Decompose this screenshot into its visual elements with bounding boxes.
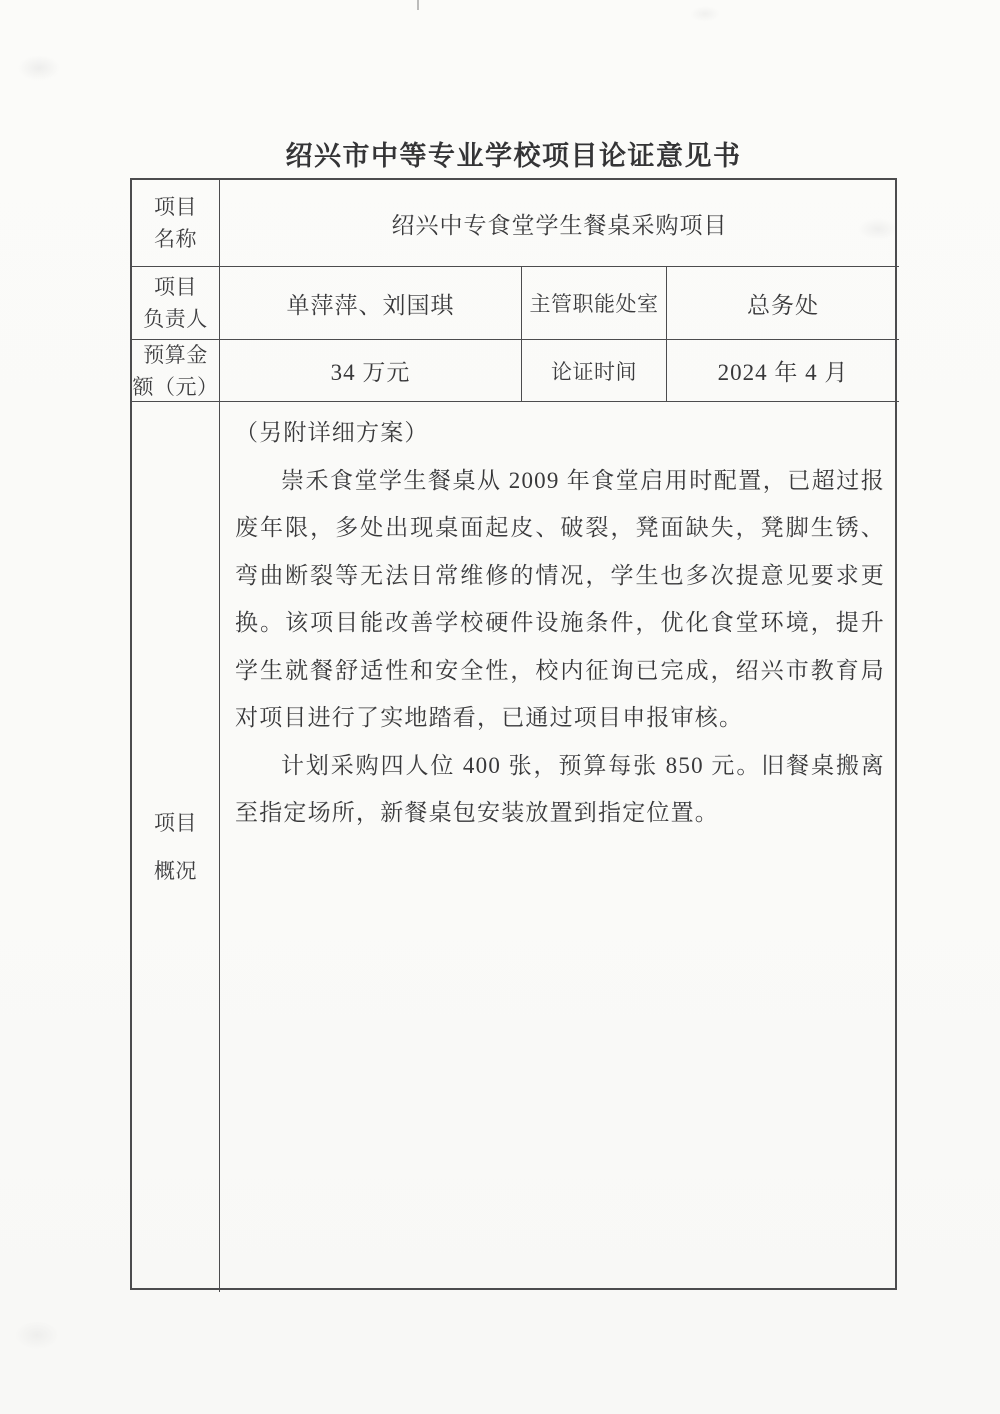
overview-paragraph-2: 计划采购四人位 400 张，预算每张 850 元。旧餐桌搬离至指定场所，新餐桌包安装放置到指定位置。 [235, 752, 885, 825]
budget-label-line1: 预算金 [143, 342, 208, 367]
leader-label [132, 267, 220, 340]
budget-label [132, 340, 220, 402]
project-name-label-line2: 名称 [154, 227, 197, 251]
project-name-label [132, 180, 220, 267]
dept-value: 总务处 [667, 267, 899, 340]
overview-label-line1: 项目 [154, 811, 197, 835]
scan-artifact-tick [417, 0, 419, 10]
budget-label-line2: 额（元） [132, 374, 219, 399]
leader-label-line1: 项目 [154, 275, 197, 299]
document-title: 绍兴市中等专业学校项目论证意见书 [285, 141, 742, 171]
overview-label [132, 402, 220, 1292]
leader-value: 单萍萍、刘国琪 [220, 267, 522, 340]
project-name-value: 绍兴中专食堂学生餐桌采购项目 [220, 180, 899, 267]
overview-label-line2: 概况 [154, 859, 197, 883]
scan-artifact-smudge [690, 6, 720, 22]
overview-note: （另附详细方案） [235, 420, 429, 445]
overview-body [220, 402, 899, 1292]
scan-artifact-smudge [18, 55, 60, 81]
leader-label-line2: 负责人 [143, 307, 208, 331]
review-time-value: 2024 年 4 月 [667, 340, 899, 402]
overview-paragraph-1: 崇禾食堂学生餐桌从 2009 年食堂启用时配置，已超过报废年限，多处出现桌面起皮、破裂，凳面缺失，凳脚生锈、弯曲断裂等无法日常维修的情况，学生也多次提意见要求更换。该项目能改善学校硬件设施条件，优化食堂环境，提升学生就餐舒适性和安全性，校内征询已完成，绍兴市教育局对项目进行了实地踏看，已通过项目申报审核。 [235, 467, 885, 730]
project-review-table [130, 178, 897, 1290]
project-name-label-line1: 项目 [154, 195, 197, 219]
review-time-label: 论证时间 [522, 340, 667, 402]
scan-artifact-smudge [14, 1320, 60, 1350]
budget-value: 34 万元 [220, 340, 522, 402]
dept-label: 主管职能处室 [522, 267, 667, 340]
